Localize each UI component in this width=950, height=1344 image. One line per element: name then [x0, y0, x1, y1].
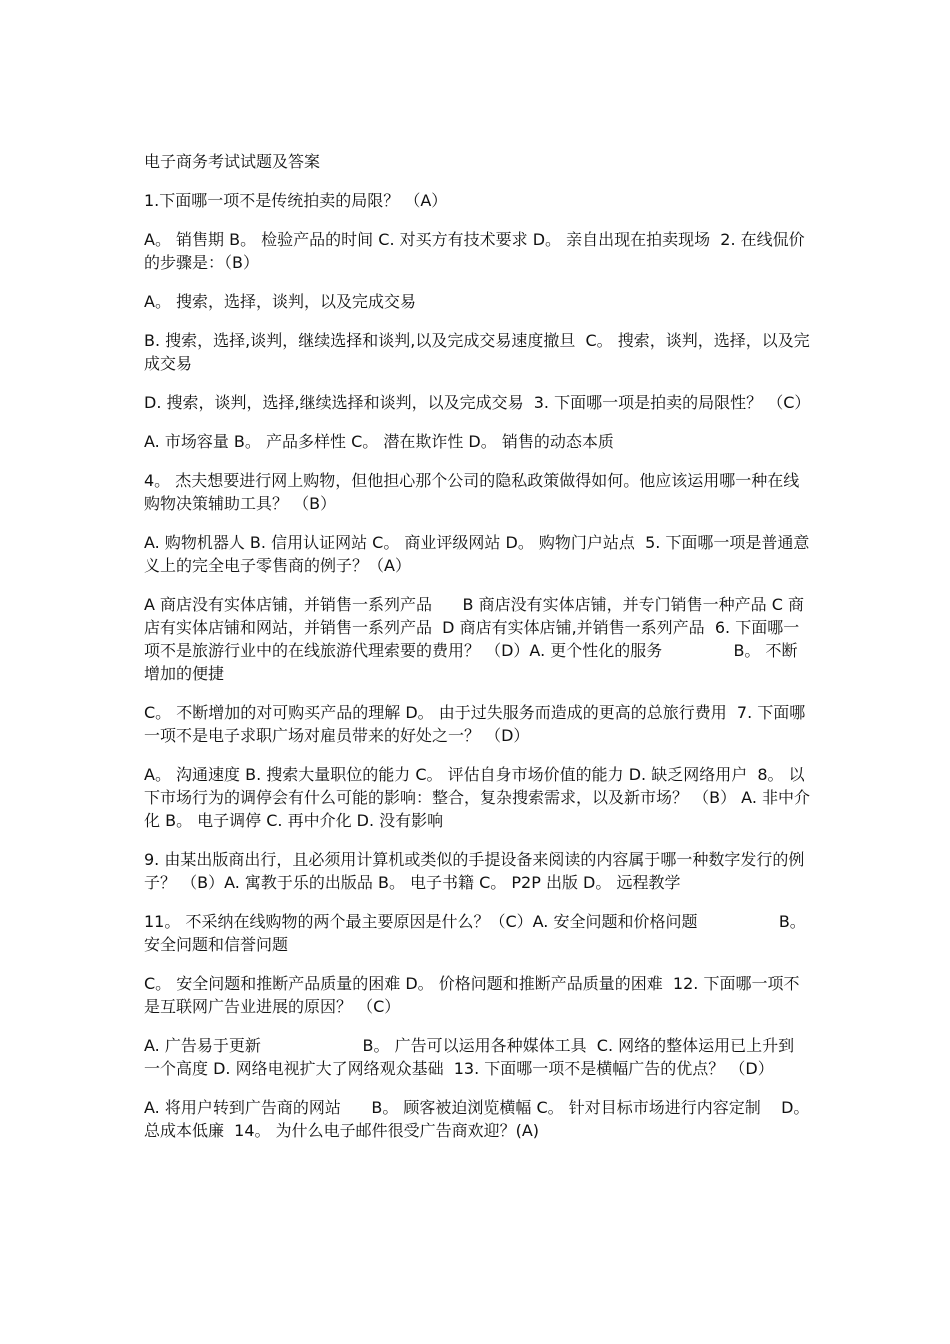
- question-paragraph: A. 广告易于更新 B。 广告可以运用各种媒体工具 C. 网络的整体运用已上升到一个高度 D. 网络电视扩大了网络观众基础 13. 下面哪一项不是横幅广告的优点？ （D）: [144, 1036, 795, 1078]
- question-paragraph: A。 销售期 B。 检验产品的时间 C. 对买方有技术要求 D。 亲自出现在拍卖现场 2. 在线侃价的步骤是：（B）: [144, 230, 805, 272]
- question-paragraph: 4。 杰夫想要进行网上购物，但他担心那个公司的隐私政策做得如何。他应该运用哪一种在线购物决策辅助工具？ （B）: [144, 471, 800, 513]
- question-paragraph: A. 将用户转到广告商的网站 B。 顾客被迫浏览横幅 C。 针对目标市场进行内容定制 D。 总成本低廉 14。 为什么电子邮件很受广告商欢迎？(A): [144, 1098, 815, 1140]
- question-paragraph: A. 购物机器人 B. 信用认证网站 C。 商业评级网站 D。 购物门户站点 5. 下面哪一项是普通意义上的完全电子零售商的例子？（A）: [144, 533, 810, 575]
- question-paragraph: B. 搜索，选择,谈判，继续选择和谈判,以及完成交易速度撤旦 C。 搜索，谈判，选择，以及完成交易: [144, 331, 810, 373]
- document-title: 电子商务考试试题及答案: [144, 152, 321, 171]
- question-paragraph: A. 市场容量 B。 产品多样性 C。 潜在欺诈性 D。 销售的动态本质: [144, 432, 614, 451]
- question-paragraph: D. 搜索，谈判，选择,继续选择和谈判，以及完成交易 3. 下面哪一项是拍卖的局限性？ （C）: [144, 393, 811, 412]
- question-paragraph: 11。 不采纳在线购物的两个最主要原因是什么？（C）A. 安全问题和价格问题 B。 安全问题和信誉问题: [144, 912, 811, 954]
- question-paragraph: C。 不断增加的对可购买产品的理解 D。 由于过失服务而造成的更高的总旅行费用 7. 下面哪一项不是电子求职广场对雇员带来的好处之一？ （D）: [144, 703, 806, 745]
- question-paragraph: A。 沟通速度 B. 搜索大量职位的能力 C。 评估自身市场价值的能力 D. 缺乏网络用户 8。 以下市场行为的调停会有什么可能的影响：整合，复杂搜索需求，以及新市场？ （B） A. 非中介化 B。 电子调停 C. 再中介化 D. 没有影响: [144, 765, 810, 830]
- document-page: [144, 150, 815, 1158]
- question-paragraph: 9. 由某出版商出行，且必须用计算机或类似的手提设备来阅读的内容属于哪一种数字发行的例子？ （B）A. 寓教于乐的出版品 B。 电子书籍 C。 P2P 出版 D。 远程教学: [144, 850, 805, 892]
- question-paragraph: A 商店没有实体店铺，并销售一系列产品 B 商店没有实体店铺，并专门销售一种产品 C 商店有实体店铺和网站，并销售一系列产品 D 商店有实体店铺,并销售一系列产品 6. 下面哪一项不是旅游行业中的在线旅游代理索要的费用？ （D）A. 更个性化的服务 B。 不断增加的便捷: [144, 595, 804, 683]
- question-paragraph: A。 搜索，选择，谈判，以及完成交易: [144, 292, 417, 311]
- question-paragraph: C。 安全问题和推断产品质量的困难 D。 价格问题和推断产品质量的困难 12. 下面哪一项不是互联网广告业进展的原因？ （C）: [144, 974, 800, 1016]
- question-paragraph: 1.下面哪一项不是传统拍卖的局限？ （A）: [144, 191, 448, 210]
